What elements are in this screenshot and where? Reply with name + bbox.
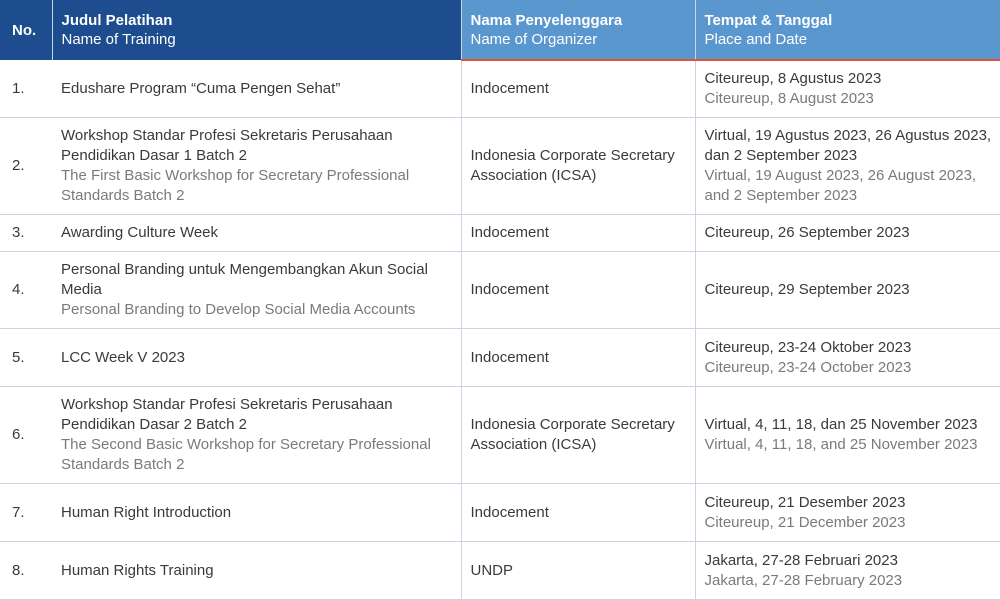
place-date-id: Virtual, 4, 11, 18, dan 25 November 2023: [705, 415, 1000, 435]
table-row: [0, 60, 1000, 118]
training-name-id: Personal Branding untuk Mengembangkan Akun Social Media: [61, 260, 461, 300]
training-name-id: LCC Week V 2023: [61, 348, 461, 368]
table-row: [0, 387, 1000, 484]
place-date-id: Citeureup, 29 September 2023: [705, 280, 1000, 300]
table-row: [0, 252, 1000, 329]
header-place-date-id: Tempat & Tanggal: [705, 11, 1000, 30]
table-row: [0, 215, 1000, 252]
organizer: Indocement: [461, 329, 695, 387]
training-name-en: The First Basic Workshop for Secretary Professional Standards Batch 2: [61, 166, 461, 206]
place-date-en: Citeureup, 23-24 October 2023: [705, 358, 1000, 378]
row-number: 3.: [0, 215, 52, 252]
row-number: 2.: [0, 118, 52, 215]
training-name-id: Human Rights Training: [61, 561, 461, 581]
organizer: Indocement: [461, 252, 695, 329]
training-name: [52, 60, 461, 118]
place-date-en: Virtual, 4, 11, 18, and 25 November 2023: [705, 435, 1000, 455]
place-date: [695, 542, 1000, 600]
place-date-id: Citeureup, 8 Agustus 2023: [705, 69, 1000, 89]
place-date: [695, 329, 1000, 387]
table-row: [0, 118, 1000, 215]
header-place-date-en: Place and Date: [705, 30, 1000, 49]
training-name-en: Personal Branding to Develop Social Media Accounts: [61, 300, 461, 320]
place-date-id: Citeureup, 21 Desember 2023: [705, 493, 1000, 513]
row-number: 1.: [0, 60, 52, 118]
place-date: [695, 118, 1000, 215]
training-name-id: Awarding Culture Week: [61, 223, 461, 243]
header-place-date: [695, 0, 1000, 60]
header-organizer: [461, 0, 695, 60]
organizer: Indonesia Corporate Secretary Association (ICSA): [461, 118, 695, 215]
training-name-id: Workshop Standar Profesi Sekretaris Perusahaan Pendidikan Dasar 1 Batch 2: [61, 126, 461, 166]
table-header-row: [0, 0, 1000, 60]
place-date: [695, 215, 1000, 252]
organizer: Indocement: [461, 60, 695, 118]
organizer: UNDP: [461, 542, 695, 600]
place-date-en: Jakarta, 27-28 February 2023: [705, 571, 1000, 591]
place-date: [695, 387, 1000, 484]
row-number: 4.: [0, 252, 52, 329]
training-name: [52, 484, 461, 542]
row-number: 6.: [0, 387, 52, 484]
header-no: No.: [0, 0, 52, 60]
row-number: 8.: [0, 542, 52, 600]
place-date-id: Citeureup, 26 September 2023: [705, 223, 1000, 243]
training-name: [52, 329, 461, 387]
place-date-id: Jakarta, 27-28 Februari 2023: [705, 551, 1000, 571]
training-name-id: Human Right Introduction: [61, 503, 461, 523]
training-name: [52, 118, 461, 215]
header-training-name-id: Judul Pelatihan: [62, 11, 461, 30]
training-name: [52, 215, 461, 252]
place-date: [695, 252, 1000, 329]
table-row: [0, 542, 1000, 600]
organizer: Indocement: [461, 215, 695, 252]
row-number: 7.: [0, 484, 52, 542]
place-date-id: Citeureup, 23-24 Oktober 2023: [705, 338, 1000, 358]
place-date: [695, 60, 1000, 118]
place-date-en: Citeureup, 21 December 2023: [705, 513, 1000, 533]
header-organizer-en: Name of Organizer: [471, 30, 695, 49]
training-name: [52, 252, 461, 329]
place-date-en: Virtual, 19 August 2023, 26 August 2023, and 2 September 2023: [705, 166, 1000, 206]
header-organizer-id: Nama Penyelenggara: [471, 11, 695, 30]
training-name-id: Workshop Standar Profesi Sekretaris Perusahaan Pendidikan Dasar 2 Batch 2: [61, 395, 461, 435]
place-date: [695, 484, 1000, 542]
table-row: [0, 329, 1000, 387]
training-name: [52, 387, 461, 484]
training-name: [52, 542, 461, 600]
training-name-en: The Second Basic Workshop for Secretary Professional Standards Batch 2: [61, 435, 461, 475]
table-row: [0, 484, 1000, 542]
place-date-en: Citeureup, 8 August 2023: [705, 89, 1000, 109]
place-date-id: Virtual, 19 Agustus 2023, 26 Agustus 2023, dan 2 September 2023: [705, 126, 1000, 166]
header-training-name: [52, 0, 461, 60]
training-name-id: Edushare Program “Cuma Pengen Sehat”: [61, 79, 461, 99]
header-training-name-en: Name of Training: [62, 30, 461, 49]
organizer: Indocement: [461, 484, 695, 542]
organizer: Indonesia Corporate Secretary Association (ICSA): [461, 387, 695, 484]
row-number: 5.: [0, 329, 52, 387]
